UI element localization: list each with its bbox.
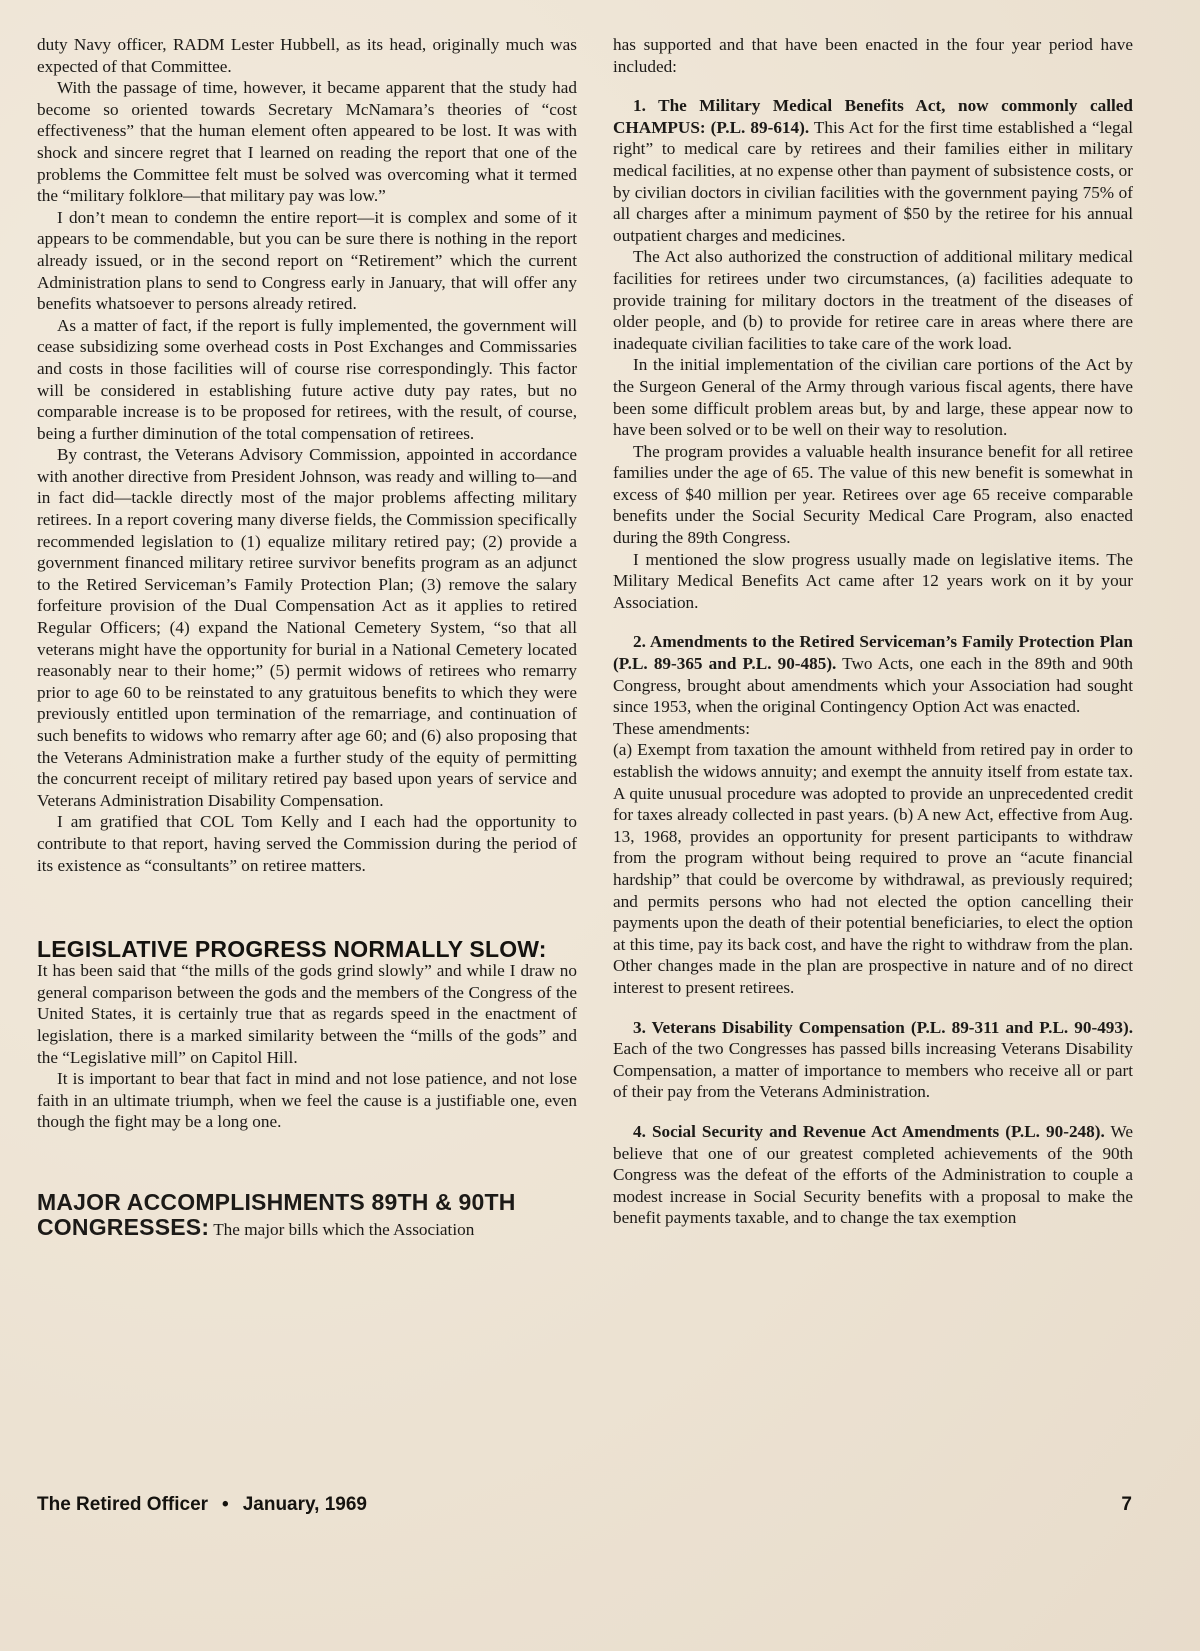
section-major-accomplishments bbox=[37, 1188, 577, 1241]
item-3-title: 3. Veterans Disability Compensation (P.L. 89-311 and P.L. 90-493). bbox=[633, 1017, 1133, 1037]
item-2 bbox=[613, 631, 1133, 717]
paragraph: It is important to bear that fact in mind and not lose patience, and not lose faith in an ultimate triumph, when we feel the cause is a justifiable one, even though the fight may be a long one. bbox=[37, 1069, 577, 1132]
item-4-title: 4. Social Security and Revenue Act Amendments (P.L. 90-248). bbox=[633, 1121, 1105, 1141]
item-2-text: Two Acts, one each in the 89th and 90th Congress, brought about amendments which your Association had sought since 1953, when the original Contingency Option Act was enacted. bbox=[613, 654, 1133, 717]
paragraph: The Act also authorized the construction of additional military medical facilities for retirees under two circumstances, (a) facilities adequate to provide training for military doctors in the treatment of the diseases of older people, and (b) to provide for retiree care in areas where there are inadequate civilian facilities to take care of the work load. bbox=[613, 247, 1133, 353]
paragraph: In the initial implementation of the civilian care portions of the Act by the Surgeon General of the Army through various fiscal agents, there have been some difficult problem areas but, by and large, these appear now to have been solved or to be well on their way to resolution. bbox=[613, 355, 1133, 440]
item-4 bbox=[613, 1121, 1133, 1229]
section-heading-major-accomplishments: MAJOR ACCOMPLISHMENTS 89TH & 90TH CONGRESSES: bbox=[37, 1188, 516, 1240]
paragraph: I am gratified that COL Tom Kelly and I each had the opportunity to contribute to that report, having served the Commission during the period of its existence as “consultants” on retiree matters. bbox=[37, 812, 577, 875]
item-1 bbox=[613, 95, 1133, 246]
section-heading-legislative-progress: LEGISLATIVE PROGRESS NORMALLY SLOW: bbox=[37, 936, 547, 963]
paragraph: With the passage of time, however, it became apparent that the study had become so oriented towards Secretary McNamara’s theories of “cost effectiveness” that the human element often appeared to be lost. It was with shock and sincere regret that I learned on reading the report that one of the problems the Committee felt must be solved was overcoming what it termed the “military folklore—that military pay was low.” bbox=[37, 78, 577, 206]
left-column bbox=[37, 34, 577, 1241]
item-1-text: This Act for the first time established a “legal right” to medical care by retirees and their families either in military medical facilities, at no expense other than payment of subsistence costs, or by civilian doctors in civilian facilities with the government paying 75% of all charges after a minimum payment of $50 by the retiree for his annual outpatient charges and medicines. bbox=[613, 117, 1133, 245]
footer-bullet: • bbox=[222, 1494, 229, 1515]
amendments-list: (a) Exempt from taxation the amount withheld from retired pay in order to establish the widows annuity; and exempt the annuity itself from estate tax. A quite unusual procedure was adopted to provide an unprecedented credit for taxes already collected in past years. (b) A new Act, effective from Aug. 13, 1968, provides an opportunity for present participants to withdraw from the program without being required to prove an “acute financial hardship” that could be overcome by withdrawal, as previously required; and permits persons who had not elected the option cancelling their payments upon the death of their potential beneficiaries, to elect the option at this time, pay its back cost, and have the right to withdraw from the plan. Other changes made in the plan are prospective in nature and of no direct interest to present retirees. bbox=[613, 740, 1133, 997]
paragraph: has supported and that have been enacted in the four year period have included: bbox=[613, 35, 1133, 76]
paragraph: As a matter of fact, if the report is fully implemented, the government will cease subsidizing some overhead costs in Post Exchanges and Commissaries and costs in those facilities will of course rise correspondingly. This factor will be considered in establishing future active duty pay rates, but no comparable increase is to be proposed for retirees, with the result, of course, being a further diminution of the total compensation of retirees. bbox=[37, 315, 577, 443]
paragraph: The program provides a valuable health insurance benefit for all retiree families under the age of 65. The value of this new benefit is somewhat in excess of $40 million per year. Retirees over age 65 receive comparable benefits under the Social Security Medical Care Program, also enacted during the 89th Congress. bbox=[613, 441, 1133, 548]
footer-publication bbox=[37, 1494, 367, 1516]
paragraph: By contrast, the Veterans Advisory Commission, appointed in accordance with another directive from President Johnson, was ready and willing to—and in fact did—tackle directly most of the major problems affecting military retirees. In a report covering many diverse fields, the Commission specifically recommended legislation to (1) equalize military retired pay; (2) provide a government financed military retiree survivor benefits program as an adjunct to the Retired Serviceman’s Family Protection Plan; (3) remove the salary forfeiture provision of the Dual Compensation Act as it applies to retired Regular Officers; (4) expand the National Cemetery System, “so that all veterans might have the opportunity for burial in a National Cemetery located reasonably near to their home;” (5) permit widows of retirees who remarry prior to age 60 to be reinstated to any gratuitous benefits to which they were previously entitled upon termination of the remarriage, and continuation of such benefits to widows who remarry after age 60; and (6) also proposing that the Veterans Administration make a further study of the equity of permitting the concurrent receipt of military retired pay based upon years of service and Veterans Administration Disability Compensation. bbox=[37, 445, 577, 810]
paragraph: It has been said that “the mills of the gods grind slowly” and while I draw no general comparison between the gods and the members of the Congress of the United States, it is certainly true that as regards speed in the enactment of legislation, there is a marked similarity between the “mills of the gods” and the “Legislative mill” on Capitol Hill. bbox=[37, 961, 577, 1067]
right-column bbox=[613, 34, 1133, 1229]
page-number: 7 bbox=[1121, 1494, 1132, 1515]
publication-title: The Retired Officer bbox=[37, 1494, 209, 1515]
item-3 bbox=[613, 1017, 1133, 1103]
item-4-text: We believe that one of our greatest completed achievements of the 90th Congress was the defeat of the efforts of the Administration to couple a modest increase in Social Security benefits with a proposal to make the benefit payments taxable, and to change the tax exemption bbox=[613, 1121, 1133, 1228]
amendments-intro: These amendments: bbox=[613, 718, 750, 738]
item-1-title: 1. The Military Medical Benefits Act, now commonly called CHAMPUS: (P.L. 89-614). bbox=[613, 96, 1133, 137]
item-2-title: 2. Amendments to the Retired Serviceman’s Family Protection Plan (P.L. 89-365 and P.L. 90-485). bbox=[613, 632, 1133, 674]
paragraph: I mentioned the slow progress usually made on legislative items. The Military Medical Benefits Act came after 12 years work on it by your Association. bbox=[613, 549, 1133, 612]
paragraph: duty Navy officer, RADM Lester Hubbell, as its head, originally much was expected of that Committee. bbox=[37, 35, 577, 76]
item-3-text: Each of the two Congresses has passed bills increasing Veterans Disability Compensation, a matter of importance to members who receive all or part of their pay from the Veterans Administration. bbox=[613, 1039, 1133, 1102]
paragraph: I don’t mean to condemn the entire report—it is complex and some of it appears to be commendable, but you can be sure there is nothing in the report already issued, or in the second report on “Retirement” which the current Administration plans to send to Congress early in January, that will offer any benefits whatsoever to persons already retired. bbox=[37, 207, 577, 314]
section-intro-text: The major bills which the Association bbox=[213, 1219, 475, 1239]
publication-date: January, 1969 bbox=[242, 1494, 367, 1515]
